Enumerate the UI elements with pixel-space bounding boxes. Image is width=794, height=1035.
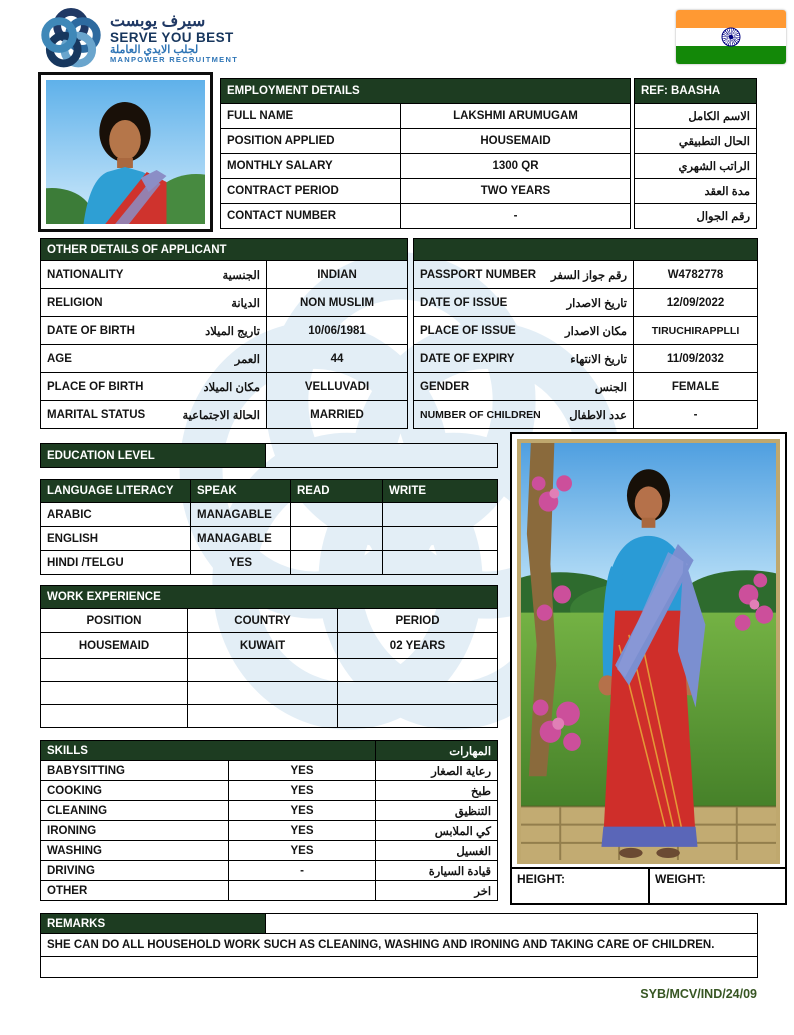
date-of-birth-value: 10/06/1981 [267, 317, 408, 345]
table-row [41, 957, 758, 978]
experience-period [338, 659, 498, 682]
table-row [41, 914, 758, 934]
nationality-value: INDIAN [267, 261, 408, 289]
place-of-birth-label-ar: مكان الميلاد [203, 381, 260, 394]
table-row [41, 527, 498, 551]
english-read-value [291, 527, 383, 551]
language-arabic: ARABIC [41, 503, 191, 527]
gender-label-ar: الجنس [594, 381, 627, 394]
table-row [41, 705, 498, 728]
washing-label-ar: الغسيل [376, 841, 498, 861]
work-experience-title: WORK EXPERIENCE [41, 586, 498, 609]
date-of-expiry-label: DATE OF EXPIRY [420, 352, 515, 365]
other-skill-value [229, 881, 376, 901]
washing-label: WASHING [41, 841, 229, 861]
experience-country [188, 682, 338, 705]
place-of-issue-value: TIRUCHIRAPPLLI [634, 317, 758, 345]
place-of-birth-value: VELLUVADI [267, 373, 408, 401]
logo-knot-icon [38, 6, 104, 72]
passport-number-value: W4782778 [634, 261, 758, 289]
period-header: PERIOD [338, 609, 498, 633]
ironing-value: YES [229, 821, 376, 841]
babysitting-value: YES [229, 761, 376, 781]
experience-period: 02 YEARS [338, 633, 498, 659]
flag-saffron-stripe [676, 10, 786, 28]
cleaning-label: CLEANING [41, 801, 229, 821]
position-applied-value: HOUSEMAID [401, 129, 631, 154]
remarks-header-spacer [266, 914, 758, 934]
marital-status-label: MARITAL STATUS [47, 408, 146, 421]
other-skill-label: OTHER [41, 881, 229, 901]
full-name-label-ar: الاسم الكامل [635, 104, 757, 129]
remarks-table [40, 913, 758, 978]
language-literacy-header: LANGUAGE LITERACY [41, 480, 191, 503]
logo-english-tagline: MANPOWER RECRUITMENT [110, 55, 239, 65]
gender-value: FEMALE [634, 373, 758, 401]
marital-status-value: MARRIED [267, 401, 408, 429]
experience-position [41, 705, 188, 728]
table-row [221, 129, 631, 154]
read-header: READ [291, 480, 383, 503]
contact-number-label: CONTACT NUMBER [221, 204, 401, 229]
place-of-issue-label-ar: مكان الاصدار [565, 325, 627, 338]
hindi-write-value [383, 551, 498, 575]
experience-country: KUWAIT [188, 633, 338, 659]
driving-value: - [229, 861, 376, 881]
contact-number-value: - [401, 204, 631, 229]
number-of-children-value: - [634, 401, 758, 429]
other-details-right-table [413, 238, 758, 429]
employment-arabic-column [634, 78, 757, 229]
experience-period [338, 705, 498, 728]
ironing-label-ar: كي الملابس [376, 821, 498, 841]
contract-period-label-ar: مدة العقد [635, 179, 757, 204]
place-of-issue-label: PLACE OF ISSUE [420, 324, 516, 337]
cooking-label: COOKING [41, 781, 229, 801]
monthly-salary-value: 1300 QR [401, 154, 631, 179]
other-details-title: OTHER DETAILS OF APPLICANT [41, 239, 408, 261]
education-level-value [266, 444, 498, 468]
remarks-title: REMARKS [41, 914, 266, 934]
date-of-issue-value: 12/09/2022 [634, 289, 758, 317]
full-photo-graphic [521, 443, 776, 860]
height-weight-row [512, 867, 785, 903]
nationality-label-ar: الجنسية [222, 269, 260, 282]
ref-badge: REF: BAASHA [635, 79, 757, 104]
logo-arabic-name: سيرف يوبست [110, 12, 206, 30]
table-row [41, 586, 498, 609]
logo-english-name: SERVE YOU BEST [110, 29, 234, 45]
nationality-label: NATIONALITY [47, 268, 124, 281]
monthly-salary-label-ar: الراتب الشهري [635, 154, 757, 179]
employment-table [220, 78, 631, 229]
position-applied-label-ar: الحال التطبيقي [635, 129, 757, 154]
gender-label: GENDER [420, 380, 470, 393]
table-row [635, 79, 757, 104]
arabic-read-value [291, 503, 383, 527]
employment-title: EMPLOYMENT DETAILS [221, 79, 631, 104]
table-row [41, 741, 498, 761]
education-level-bar [40, 443, 498, 468]
logo-arabic-tagline: لجلب الايدي العاملة [110, 43, 199, 56]
date-of-issue-label: DATE OF ISSUE [420, 296, 508, 309]
table-row [41, 444, 498, 468]
babysitting-label-ar: رعاية الصغار [376, 761, 498, 781]
contact-number-label-ar: رقم الجوال [635, 204, 757, 229]
applicant-photo-full [517, 439, 780, 864]
experience-position: HOUSEMAID [41, 633, 188, 659]
place-of-birth-label: PLACE OF BIRTH [47, 380, 144, 393]
skills-title: SKILLS [41, 741, 376, 761]
table-row [414, 239, 758, 261]
table-row [41, 239, 408, 261]
document-reference-code: SYB/MCV/IND/24/09 [640, 987, 757, 1001]
position-header: POSITION [41, 609, 188, 633]
cleaning-value: YES [229, 801, 376, 821]
flag-green-stripe [676, 46, 786, 64]
table-row [41, 934, 758, 957]
agency-logo [38, 6, 238, 72]
age-label-ar: العمر [234, 353, 260, 366]
date-of-birth-label-ar: تاريج الميلاد [205, 325, 260, 338]
date-of-birth-label: DATE OF BIRTH [47, 324, 135, 337]
skills-title-ar: المهارات [376, 741, 498, 761]
table-row [41, 609, 498, 633]
other-details-right-header [414, 239, 758, 261]
remarks-empty-row [41, 957, 758, 978]
table-row [41, 503, 498, 527]
babysitting-label: BABYSITTING [41, 761, 229, 781]
ashoka-chakra-icon [722, 28, 741, 47]
remarks-text: SHE CAN DO ALL HOUSEHOLD WORK SUCH AS CLEANING, WASHING AND IRONING AND TAKING CARE OF CHILDREN. [41, 934, 758, 957]
religion-label-ar: الديانة [231, 297, 260, 310]
applicant-photo-portrait [38, 72, 213, 232]
cooking-value: YES [229, 781, 376, 801]
arabic-speak-value: MANAGABLE [191, 503, 291, 527]
education-level-title: EDUCATION LEVEL [41, 444, 266, 468]
age-label: AGE [47, 352, 72, 365]
country-header: COUNTRY [188, 609, 338, 633]
speak-header: SPEAK [191, 480, 291, 503]
date-of-expiry-value: 11/09/2032 [634, 345, 758, 373]
experience-country [188, 659, 338, 682]
flag-white-stripe [676, 28, 786, 46]
table-row [221, 204, 631, 229]
passport-number-label-ar: رقم جواز السفر [550, 269, 627, 282]
arabic-write-value [383, 503, 498, 527]
experience-position [41, 682, 188, 705]
driving-label: DRIVING [41, 861, 229, 881]
table-row [221, 179, 631, 204]
date-of-issue-label-ar: تاريخ الاصدار [566, 297, 627, 310]
table-row [221, 79, 631, 104]
work-experience-table [40, 585, 498, 728]
table-row [221, 154, 631, 179]
full-name-label: FULL NAME [221, 104, 401, 129]
write-header: WRITE [383, 480, 498, 503]
number-of-children-label: NUMBER OF CHILDREN [420, 408, 541, 421]
hindi-read-value [291, 551, 383, 575]
religion-value: NON MUSLIM [267, 289, 408, 317]
passport-number-label: PASSPORT NUMBER [420, 268, 537, 281]
applicant-photo-panel [510, 432, 787, 905]
experience-country [188, 705, 338, 728]
date-of-expiry-label-ar: تاريخ الانتهاء [570, 353, 627, 366]
table-row [221, 104, 631, 129]
experience-period [338, 682, 498, 705]
cooking-label-ar: طبخ [376, 781, 498, 801]
language-literacy-table [40, 479, 498, 575]
ironing-label: IRONING [41, 821, 229, 841]
number-of-children-label-ar: عدد الاطفال [569, 409, 627, 422]
weight-label: WEIGHT: [655, 872, 706, 886]
age-value: 44 [267, 345, 408, 373]
other-skill-label-ar: اخر [376, 881, 498, 901]
marital-status-label-ar: الحالة الاجتماعية [182, 409, 260, 422]
language-english: ENGLISH [41, 527, 191, 551]
full-name-value: LAKSHMI ARUMUGAM [401, 104, 631, 129]
other-details-left-table [40, 238, 408, 429]
table-row [41, 633, 498, 659]
hindi-speak-value: YES [191, 551, 291, 575]
skills-table [40, 740, 498, 901]
position-applied-label: POSITION APPLIED [221, 129, 401, 154]
washing-value: YES [229, 841, 376, 861]
portrait-photo-graphic [46, 80, 205, 224]
table-row [41, 682, 498, 705]
table-row [41, 551, 498, 575]
religion-label: RELIGION [47, 296, 103, 309]
contract-period-label: CONTRACT PERIOD [221, 179, 401, 204]
driving-label-ar: قيادة السيارة [376, 861, 498, 881]
experience-position [41, 659, 188, 682]
contract-period-value: TWO YEARS [401, 179, 631, 204]
height-label: HEIGHT: [512, 869, 650, 903]
table-row [41, 659, 498, 682]
table-row [41, 480, 498, 503]
english-write-value [383, 527, 498, 551]
english-speak-value: MANAGABLE [191, 527, 291, 551]
cleaning-label-ar: التنظيق [376, 801, 498, 821]
india-flag [676, 10, 786, 64]
monthly-salary-label: MONTHLY SALARY [221, 154, 401, 179]
language-hindi-telgu: HINDI /TELGU [41, 551, 191, 575]
